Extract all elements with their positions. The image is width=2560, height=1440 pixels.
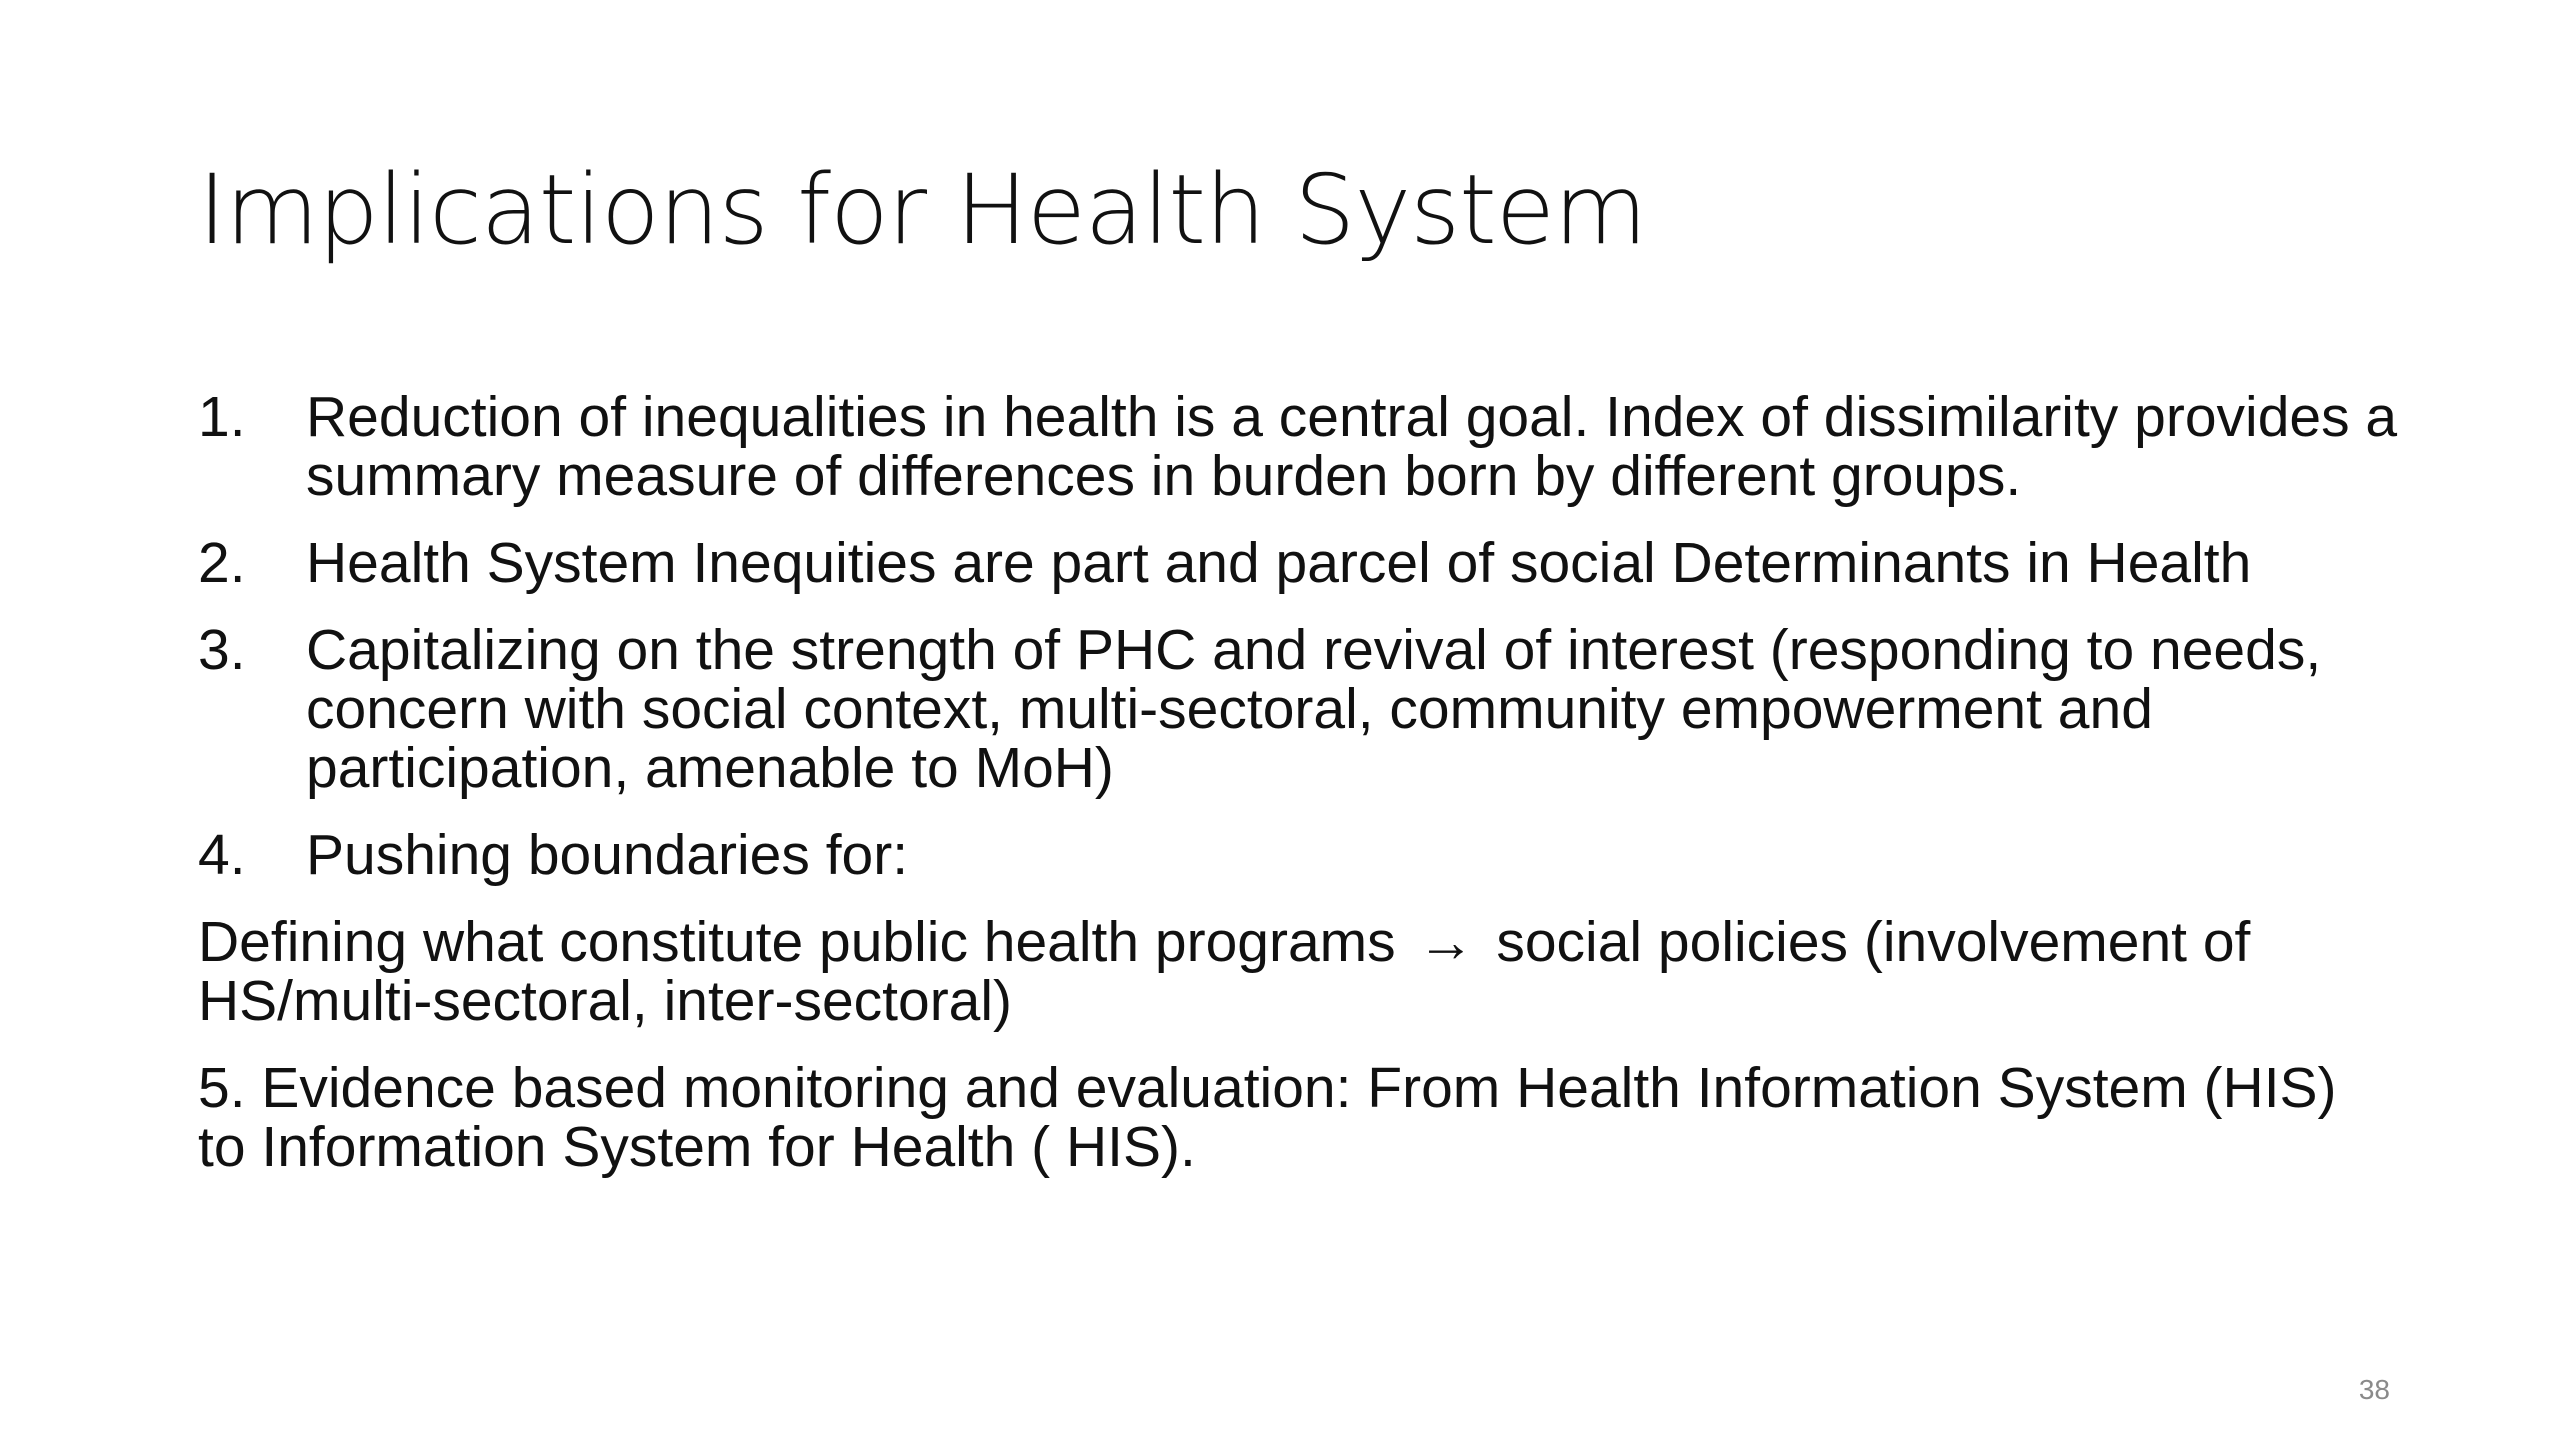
list-item [198,531,2398,595]
list-item [198,618,2398,800]
defining-text-after-arrow: social policies (involvement of HS/multi-sectoral, inter-sectoral) [198,910,2251,1033]
list-item-text: Pushing boundaries for: [306,823,909,887]
page-number: 38 [2358,1374,2390,1405]
list-item [198,385,2398,508]
list-item-text: Health System Inequities are part and parcel of social Determinants in Health [306,531,2252,595]
slide-body [198,385,2398,1179]
list-item-number: 1. [198,385,246,449]
item-5-paragraph: 5. Evidence based monitoring and evaluation: From Health Information System (HIS) to Information System for Health ( HIS). [198,1056,2337,1179]
list-item-number: 3. [198,618,246,682]
right-arrow-icon: → [1417,910,1475,974]
list-item [198,823,2398,887]
list-item-number: 2. [198,531,246,595]
defining-text-before-arrow: Defining what constitute public health programs [198,910,1396,974]
list-item-text: Capitalizing on the strength of PHC and revival of interest (responding to needs, concern with social context, multi-sectoral, community empowerment and participation, amenable to MoH) [306,618,2322,800]
list-item-number: 4. [198,823,246,887]
defining-paragraph [198,910,2398,1033]
slide-title: Implications for Health System [198,154,1647,266]
list-item-text: Reduction of inequalities in health is a central goal. Index of dissimilarity provides a summary measure of differences in burden born by different groups. [306,385,2398,508]
